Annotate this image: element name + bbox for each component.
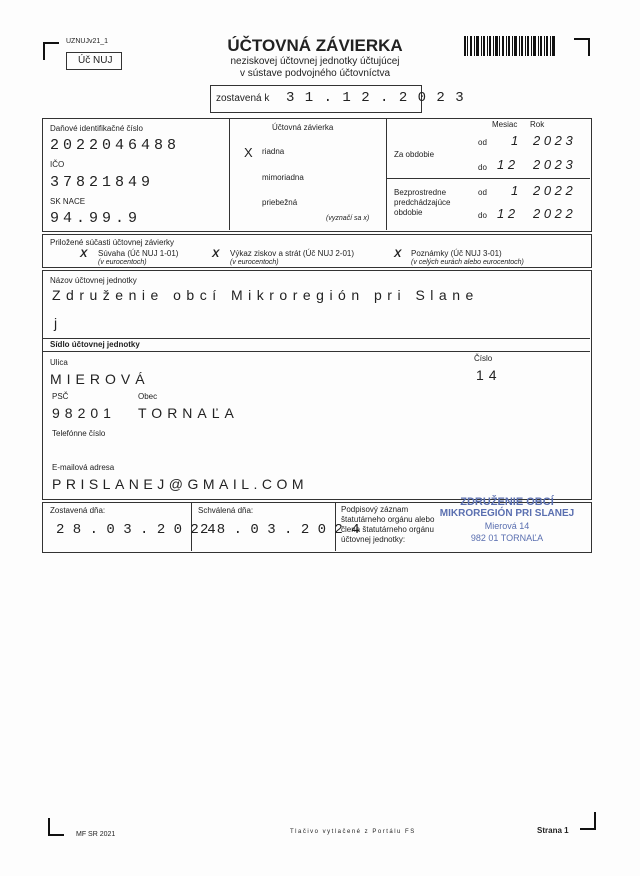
zip-label: PSČ: [52, 392, 69, 401]
closure-note: (vyznačí sa x): [326, 215, 370, 222]
form-type: Úč NUJ: [78, 55, 113, 66]
street-label: Ulica: [50, 358, 68, 367]
previous-period-label: Bezprostredne predchádzajúce obdobie: [394, 188, 451, 217]
dic-label: Daňové identifikačné číslo: [50, 124, 143, 133]
attachment-mark-2: X: [212, 248, 220, 260]
stamp-line-1: ZDRUŽENIE OBCÍ: [460, 496, 554, 508]
compiled-to-value: 3 1 . 1 2 . 2 0 2 3: [286, 90, 465, 106]
compiled-date-value: 2 8 . 0 3 . 2 0 2 4: [56, 522, 216, 538]
number-value: 14: [476, 367, 502, 383]
signature-label-3: člena štatutárneho orgánu: [341, 525, 434, 534]
signature-label-4: účtovnej jednotky:: [341, 535, 406, 544]
stamp-line-4: 982 01 TORNAĽA: [470, 533, 544, 543]
email-value: PRISLANEJ@GMAIL.COM: [52, 476, 309, 492]
corner-mark-bottom-right: [580, 812, 596, 830]
current-to-year: 2 0 2 3: [533, 157, 573, 172]
number-label: Číslo: [474, 354, 493, 363]
page-number: Strana 1: [537, 826, 569, 835]
closure-option-extraordinary: mimoriadna: [262, 173, 304, 182]
document-title: ÚČTOVNÁ ZÁVIERKA: [227, 36, 403, 55]
form-code: UZNUJv21_1: [66, 38, 109, 45]
closure-label: Účtovná závierka: [272, 123, 334, 132]
entity-name-line-1: Združenie obcí Mikroregión pri Slane: [52, 287, 479, 303]
stamp-line-2: MIKROREGIÓN PRI SLANEJ: [439, 508, 575, 519]
approved-date-label: Schválená dňa:: [198, 506, 254, 515]
corner-mark-top-left: [43, 42, 59, 60]
sknace-value: 94.99.9: [50, 210, 142, 227]
previous-from-label: od: [478, 188, 487, 197]
entity-name-label: Názov účtovnej jednotky: [50, 276, 137, 285]
attachment-name-2: Výkaz ziskov a strát (Úč NUJ 2-01): [230, 249, 355, 258]
dic-value: 2022046488: [50, 137, 181, 154]
sknace-label: SK NACE: [50, 197, 86, 206]
entity-name-line-2: j: [54, 315, 58, 331]
year-label: Rok: [530, 120, 545, 129]
previous-from-month: 1: [511, 183, 519, 198]
current-to-label: do: [478, 163, 487, 172]
compiled-to-label: zostavená k: [216, 93, 270, 104]
previous-to-year: 2 0 2 2: [533, 206, 573, 221]
closure-option-regular: riadna: [262, 147, 285, 156]
ico-value: 37821849: [50, 174, 155, 191]
previous-from-year: 2 0 2 2: [533, 183, 573, 198]
email-label: E-mailová adresa: [52, 463, 115, 472]
phone-label: Telefónne číslo: [52, 429, 106, 438]
attachment-note-3: (v celých eurách alebo eurocentoch): [411, 259, 524, 266]
attachment-mark-1: X: [80, 248, 88, 260]
current-period-label: Za obdobie: [394, 150, 435, 159]
attachments-label: Priložené súčasti účtovnej závierky: [50, 238, 175, 247]
corner-mark-bottom-left: [48, 818, 64, 836]
attachment-note-2: (v eurocentoch): [230, 259, 279, 266]
previous-to-label: do: [478, 211, 487, 220]
closure-mark: X: [244, 145, 253, 160]
current-from-month: 1: [511, 133, 519, 148]
document-subtitle-2: v sústave podvojného účtovníctva: [239, 68, 391, 79]
stamp-line-3: Mierová 14: [484, 521, 530, 531]
barcode: [464, 36, 556, 56]
attachment-name-3: Poznámky (Úč NUJ 3-01): [411, 249, 502, 258]
attachment-note-1: (v eurocentoch): [98, 259, 147, 266]
closure-option-interim: priebežná: [262, 198, 298, 207]
compiled-date-label: Zostavená dňa:: [50, 506, 106, 515]
month-label: Mesiac: [492, 120, 518, 129]
city-value: TORNAĽA: [138, 405, 239, 421]
document-subtitle-1: neziskovej účtovnej jednotky účtujúcej: [230, 56, 400, 67]
zip-value: 98201: [52, 405, 116, 421]
signature-label-2: štatutárneho orgánu alebo: [341, 515, 435, 524]
signature-label-1: Podpisový záznam: [341, 505, 409, 514]
previous-to-month: 1 2: [497, 206, 516, 221]
current-from-year: 2 0 2 3: [533, 133, 573, 148]
attachment-name-1: Súvaha (Úč NUJ 1-01): [98, 249, 179, 258]
printed-note: Tlačivo vytlačené z Portálu FS: [290, 829, 416, 835]
ministry-code: MF SR 2021: [76, 831, 116, 838]
city-label: Obec: [138, 392, 158, 401]
attachment-mark-3: X: [394, 248, 402, 260]
address-section-label: Sídlo účtovnej jednotky: [50, 340, 140, 349]
ico-label: IČO: [50, 160, 65, 169]
current-to-month: 1 2: [497, 157, 516, 172]
street-value: MIEROVÁ: [50, 371, 150, 387]
current-from-label: od: [478, 138, 487, 147]
corner-mark-top-right: [574, 38, 590, 56]
approved-date-value: 2 8 . 0 3 . 2 0 2 4: [200, 522, 360, 538]
stamp: [432, 496, 582, 544]
